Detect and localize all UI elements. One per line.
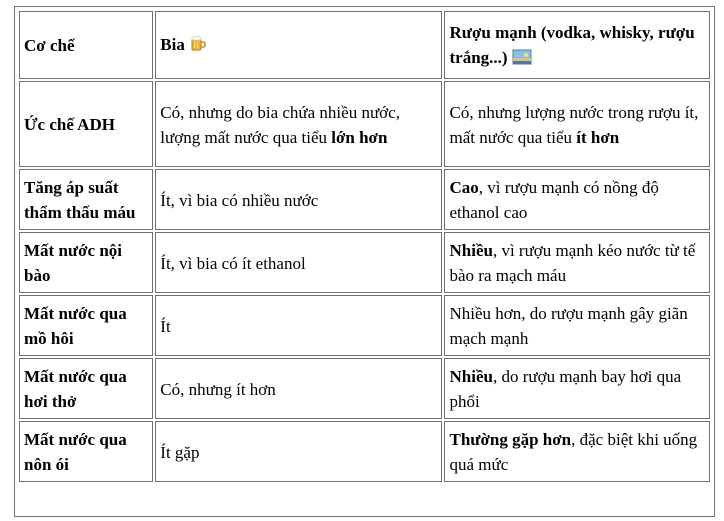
header-liquor-label: Rượu mạnh (vodka, whisky, rượu trắng...) <box>449 22 695 67</box>
beer-cell: Ít gặp <box>155 421 442 482</box>
row-label: Ức chế ADH <box>19 81 153 167</box>
liquor-cell-bold: Nhiều <box>449 367 493 386</box>
row-label: Mất nước qua hơi thở <box>19 358 153 419</box>
beer-cell: Ít, vì bia có nhiều nước <box>155 169 442 230</box>
table-row <box>19 421 710 482</box>
row-label: Mất nước qua nôn ói <box>19 421 153 482</box>
header-beer <box>155 11 442 79</box>
table-header-row <box>19 11 710 79</box>
liquor-cell-bold: Nhiều <box>449 241 493 260</box>
liquor-cell-text: , do rượu mạnh bay hơi qua phổi <box>449 367 682 411</box>
table-row <box>19 232 710 293</box>
liquor-cell-text: Có, nhưng lượng nước trong rượu ít, mất nước qua tiểu <box>449 102 699 147</box>
sunset-picture-icon <box>512 47 532 72</box>
beer-cell-text: Có, nhưng do bia chứa nhiều nước, lượng mất nước qua tiểu <box>160 102 400 147</box>
header-mechanism <box>19 11 153 79</box>
header-liquor <box>444 11 710 79</box>
beer-cell: Ít, vì bia có ít ethanol <box>155 232 442 293</box>
row-label: Tăng áp suất thẩm thấu máu <box>19 169 153 230</box>
header-mechanism-label: Cơ chế <box>24 36 75 55</box>
header-beer-label: Bia <box>160 35 185 54</box>
liquor-cell-bold: Cao <box>449 178 479 197</box>
table-row <box>19 358 710 419</box>
comparison-table-frame <box>14 6 715 517</box>
liquor-cell <box>444 421 710 482</box>
beer-mug-icon <box>189 34 207 59</box>
liquor-cell <box>444 81 710 167</box>
liquor-cell-text: , vì rượu mạnh có nồng độ ethanol cao <box>449 178 659 222</box>
liquor-cell-bold: ít hơn <box>576 127 620 147</box>
table-row <box>19 169 710 230</box>
liquor-cell-bold: Thường gặp hơn <box>449 430 572 449</box>
beer-cell <box>155 81 442 167</box>
table-row <box>19 81 710 167</box>
comparison-table <box>17 9 712 484</box>
beer-cell: Ít <box>155 295 442 356</box>
beer-cell-bold: lớn hơn <box>331 127 388 147</box>
liquor-cell: Nhiều hơn, do rượu mạnh gây giãn mạch mạnh <box>444 295 710 356</box>
liquor-cell <box>444 232 710 293</box>
row-label: Mất nước qua mồ hôi <box>19 295 153 356</box>
liquor-cell <box>444 358 710 419</box>
liquor-cell <box>444 169 710 230</box>
beer-cell: Có, nhưng ít hơn <box>155 358 442 419</box>
row-label: Mất nước nội bào <box>19 232 153 293</box>
table-row <box>19 295 710 356</box>
liquor-cell-text: , đặc biệt khi uống quá mức <box>449 430 698 474</box>
liquor-cell-text: , vì rượu mạnh kéo nước từ tế bào ra mạch máu <box>449 241 696 285</box>
